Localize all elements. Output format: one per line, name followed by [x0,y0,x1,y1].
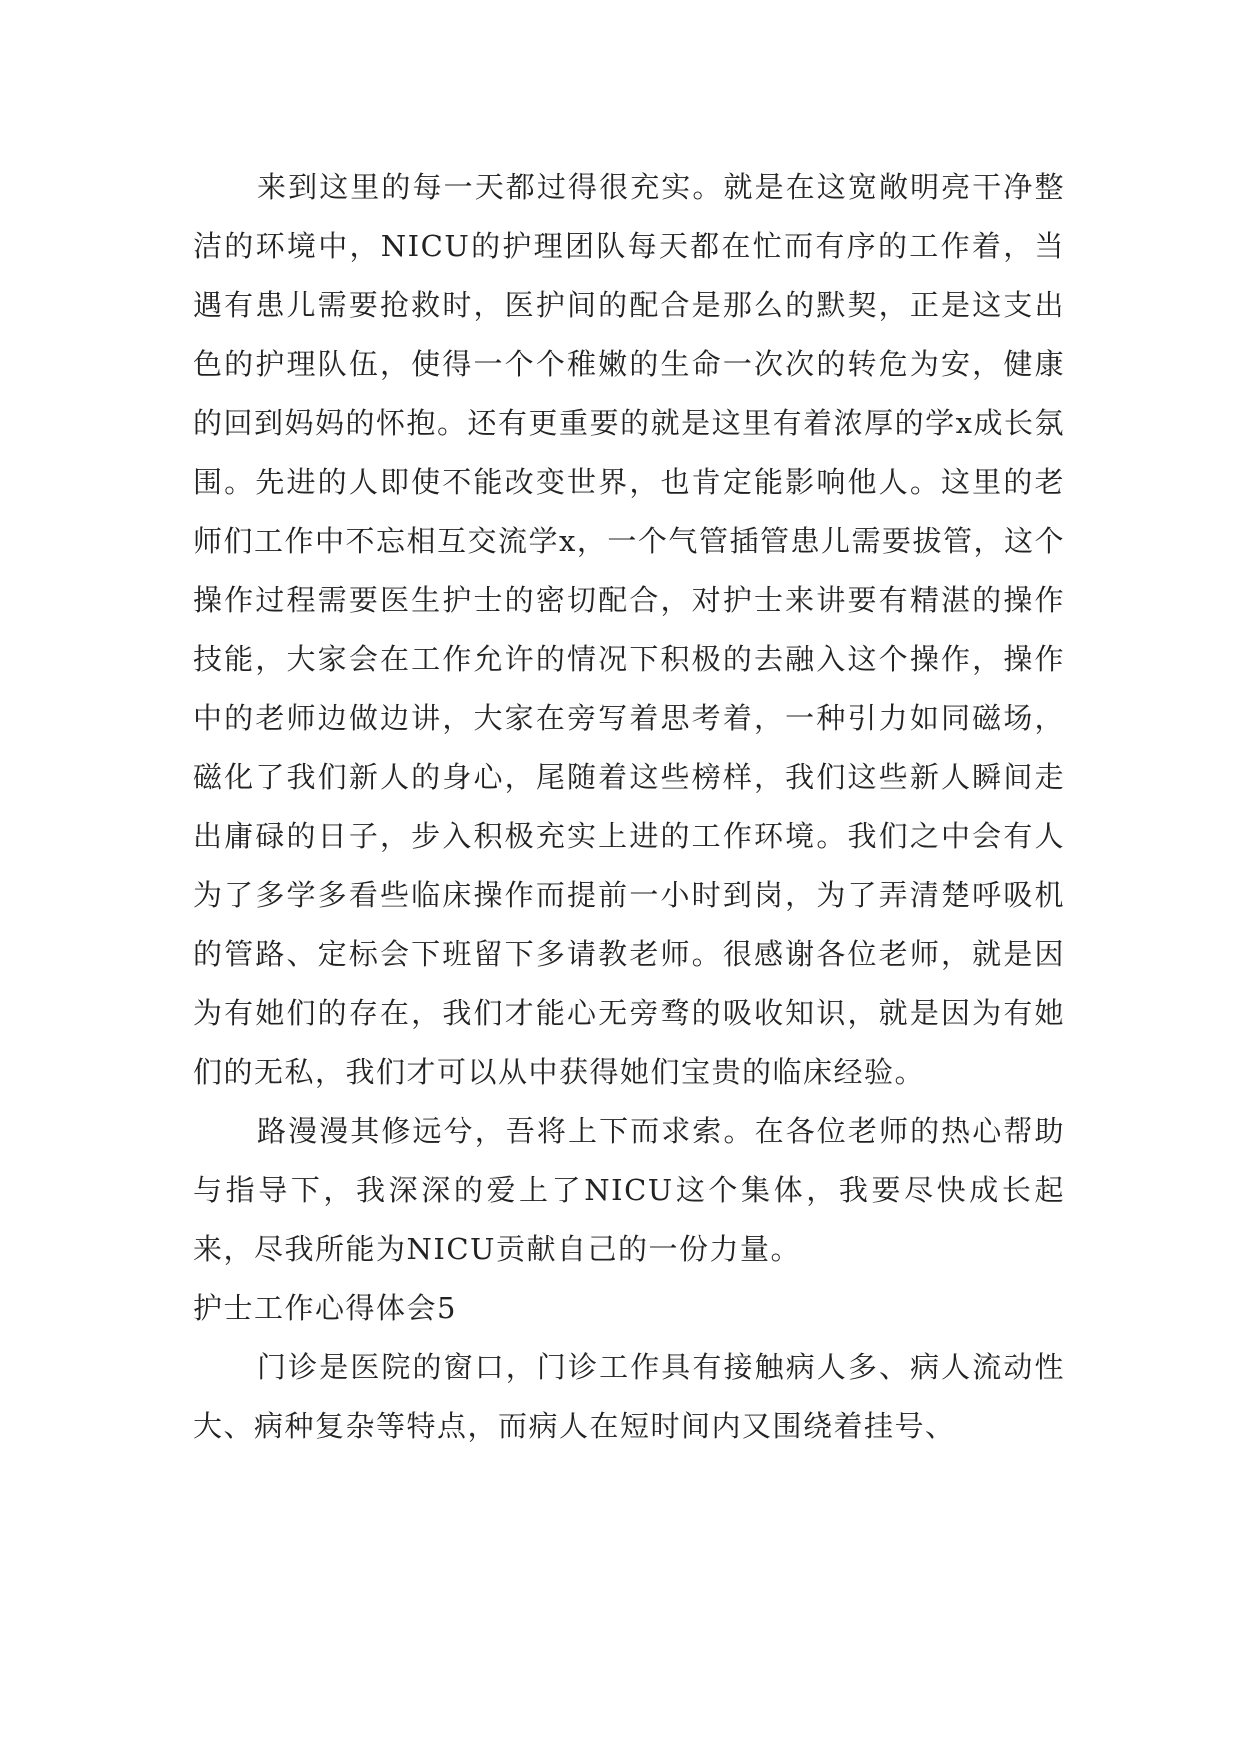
document-body [193,158,1065,1456]
paragraph-nicu-commitment: 路漫漫其修远兮，吾将上下而求索。在各位老师的热心帮助与指导下，我深深的爱上了NICU这个集体，我要尽快成长起来，尽我所能为NICU贡献自己的一份力量。 [193,1114,1065,1266]
paragraph-outpatient: 门诊是医院的窗口，门诊工作具有接触病人多、病人流动性大、病种复杂等特点，而病人在短时间内又围绕着挂号、 [193,1350,1065,1443]
paragraph-nicu-experience: 来到这里的每一天都过得很充实。就是在这宽敞明亮干净整洁的环境中，NICU的护理团队每天都在忙而有序的工作着，当遇有患儿需要抢救时，医护间的配合是那么的默契，正是这支出色的护理队伍，使得一个个稚嫩的生命一次次的转危为安，健康的回到妈妈的怀抱。还有更重要的就是这里有着浓厚的学x成长氛围。先进的人即使不能改变世界，也肯定能影响他人。这里的老师们工作中不忘相互交流学x，一个气管插管患儿需要拔管，这个操作过程需要医生护士的密切配合，对护士来讲要有精湛的操作技能，大家会在工作允许的情况下积极的去融入这个操作，操作中的老师边做边讲，大家在旁写着思考着，一种引力如同磁场，磁化了我们新人的身心，尾随着这些榜样，我们这些新人瞬间走出庸碌的日子，步入积极充实上进的工作环境。我们之中会有人为了多学多看些临床操作而提前一小时到岗，为了弄清楚呼吸机的管路、定标会下班留下多请教老师。很感谢各位老师，就是因为有她们的存在，我们才能心无旁骛的吸收知识，就是因为有她们的无私，我们才可以从中获得她们宝贵的临床经验。 [193,170,1065,1089]
section-heading: 护士工作心得体会5 [193,1291,457,1325]
